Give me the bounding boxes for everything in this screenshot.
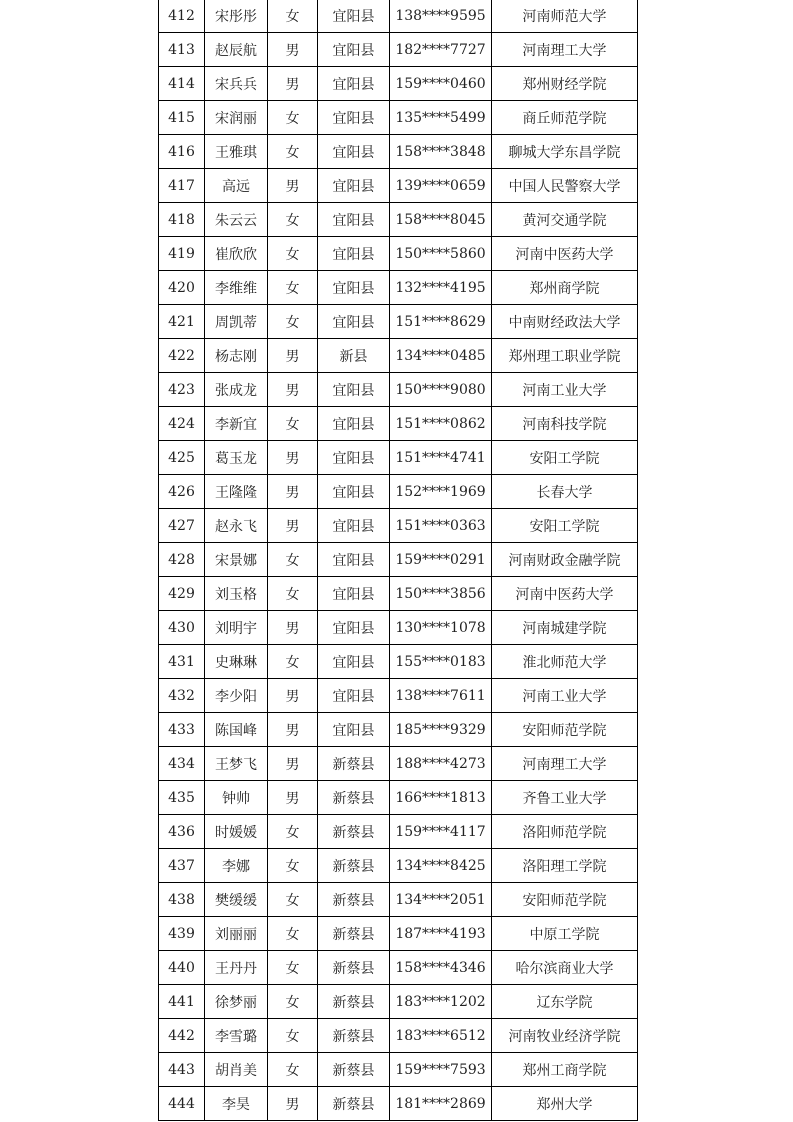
gender-cell: 男 [268, 781, 318, 815]
school-cell: 黄河交通学院 [492, 203, 638, 237]
table-row [159, 271, 638, 305]
county-cell: 宜阳县 [318, 407, 390, 441]
phone-cell: 187****4193 [390, 917, 492, 951]
row-number-cell: 416 [159, 135, 205, 169]
county-cell: 新蔡县 [318, 917, 390, 951]
name-cell: 陈国峰 [205, 713, 268, 747]
gender-cell: 女 [268, 951, 318, 985]
school-cell: 淮北师范大学 [492, 645, 638, 679]
name-cell: 高远 [205, 169, 268, 203]
county-cell: 宜阳县 [318, 271, 390, 305]
school-cell: 长春大学 [492, 475, 638, 509]
phone-cell: 158****3848 [390, 135, 492, 169]
name-cell: 杨志刚 [205, 339, 268, 373]
gender-cell: 男 [268, 611, 318, 645]
row-number-cell: 430 [159, 611, 205, 645]
row-number-cell: 428 [159, 543, 205, 577]
name-cell: 赵永飞 [205, 509, 268, 543]
school-cell: 河南牧业经济学院 [492, 1019, 638, 1053]
row-number-cell: 442 [159, 1019, 205, 1053]
school-cell: 洛阳理工学院 [492, 849, 638, 883]
gender-cell: 女 [268, 849, 318, 883]
row-number-cell: 427 [159, 509, 205, 543]
gender-cell: 女 [268, 1019, 318, 1053]
table-row [159, 305, 638, 339]
county-cell: 宜阳县 [318, 645, 390, 679]
school-cell: 郑州财经学院 [492, 67, 638, 101]
table-row [159, 713, 638, 747]
school-cell: 安阳工学院 [492, 441, 638, 475]
table-row [159, 475, 638, 509]
phone-cell: 185****9329 [390, 713, 492, 747]
phone-cell: 158****8045 [390, 203, 492, 237]
phone-cell: 150****5860 [390, 237, 492, 271]
school-cell: 中原工学院 [492, 917, 638, 951]
table-row [159, 543, 638, 577]
name-cell: 李少阳 [205, 679, 268, 713]
table-row [159, 747, 638, 781]
gender-cell: 女 [268, 0, 318, 33]
table-row [159, 441, 638, 475]
school-cell: 辽东学院 [492, 985, 638, 1019]
row-number-cell: 441 [159, 985, 205, 1019]
name-cell: 宋润丽 [205, 101, 268, 135]
name-cell: 赵辰航 [205, 33, 268, 67]
school-cell: 河南科技学院 [492, 407, 638, 441]
table-row [159, 101, 638, 135]
row-number-cell: 437 [159, 849, 205, 883]
school-cell: 郑州理工职业学院 [492, 339, 638, 373]
name-cell: 李新宜 [205, 407, 268, 441]
row-number-cell: 423 [159, 373, 205, 407]
row-number-cell: 413 [159, 33, 205, 67]
name-cell: 李娜 [205, 849, 268, 883]
gender-cell: 女 [268, 985, 318, 1019]
name-cell: 胡肖美 [205, 1053, 268, 1087]
gender-cell: 女 [268, 577, 318, 611]
name-cell: 王梦飞 [205, 747, 268, 781]
school-cell: 洛阳师范学院 [492, 815, 638, 849]
county-cell: 新蔡县 [318, 747, 390, 781]
name-cell: 葛玉龙 [205, 441, 268, 475]
gender-cell: 女 [268, 135, 318, 169]
phone-cell: 188****4273 [390, 747, 492, 781]
roster-body [159, 0, 638, 1121]
row-number-cell: 429 [159, 577, 205, 611]
phone-cell: 159****0460 [390, 67, 492, 101]
phone-cell: 139****0659 [390, 169, 492, 203]
school-cell: 郑州大学 [492, 1087, 638, 1121]
phone-cell: 151****8629 [390, 305, 492, 339]
student-roster-table [158, 0, 638, 1121]
gender-cell: 女 [268, 271, 318, 305]
county-cell: 宜阳县 [318, 135, 390, 169]
gender-cell: 男 [268, 1087, 318, 1121]
school-cell: 河南财政金融学院 [492, 543, 638, 577]
phone-cell: 183****6512 [390, 1019, 492, 1053]
school-cell: 齐鲁工业大学 [492, 781, 638, 815]
table-row [159, 883, 638, 917]
row-number-cell: 412 [159, 0, 205, 33]
county-cell: 宜阳县 [318, 611, 390, 645]
table-row [159, 0, 638, 33]
school-cell: 河南理工大学 [492, 33, 638, 67]
table-row [159, 1053, 638, 1087]
school-cell: 中国人民警察大学 [492, 169, 638, 203]
gender-cell: 女 [268, 917, 318, 951]
phone-cell: 151****4741 [390, 441, 492, 475]
row-number-cell: 439 [159, 917, 205, 951]
phone-cell: 159****7593 [390, 1053, 492, 1087]
phone-cell: 130****1078 [390, 611, 492, 645]
table-row [159, 917, 638, 951]
county-cell: 宜阳县 [318, 475, 390, 509]
phone-cell: 132****4195 [390, 271, 492, 305]
gender-cell: 女 [268, 645, 318, 679]
county-cell: 宜阳县 [318, 305, 390, 339]
row-number-cell: 435 [159, 781, 205, 815]
row-number-cell: 415 [159, 101, 205, 135]
phone-cell: 150****3856 [390, 577, 492, 611]
school-cell: 中南财经政法大学 [492, 305, 638, 339]
name-cell: 崔欣欣 [205, 237, 268, 271]
school-cell: 哈尔滨商业大学 [492, 951, 638, 985]
gender-cell: 男 [268, 475, 318, 509]
phone-cell: 138****9595 [390, 0, 492, 33]
school-cell: 河南中医药大学 [492, 577, 638, 611]
school-cell: 河南城建学院 [492, 611, 638, 645]
county-cell: 宜阳县 [318, 237, 390, 271]
school-cell: 郑州工商学院 [492, 1053, 638, 1087]
name-cell: 王雅琪 [205, 135, 268, 169]
row-number-cell: 433 [159, 713, 205, 747]
gender-cell: 女 [268, 1053, 318, 1087]
gender-cell: 女 [268, 883, 318, 917]
phone-cell: 135****5499 [390, 101, 492, 135]
table-row [159, 611, 638, 645]
row-number-cell: 438 [159, 883, 205, 917]
table-row [159, 33, 638, 67]
county-cell: 新蔡县 [318, 985, 390, 1019]
school-cell: 郑州商学院 [492, 271, 638, 305]
table-row [159, 679, 638, 713]
table-row [159, 849, 638, 883]
table-row [159, 577, 638, 611]
name-cell: 宋彤彤 [205, 0, 268, 33]
gender-cell: 女 [268, 305, 318, 339]
county-cell: 新蔡县 [318, 815, 390, 849]
row-number-cell: 444 [159, 1087, 205, 1121]
gender-cell: 女 [268, 543, 318, 577]
table-row [159, 237, 638, 271]
row-number-cell: 432 [159, 679, 205, 713]
table-row [159, 1087, 638, 1121]
gender-cell: 女 [268, 815, 318, 849]
gender-cell: 男 [268, 509, 318, 543]
county-cell: 新蔡县 [318, 883, 390, 917]
gender-cell: 女 [268, 203, 318, 237]
table-row [159, 985, 638, 1019]
county-cell: 宜阳县 [318, 0, 390, 33]
name-cell: 宋兵兵 [205, 67, 268, 101]
phone-cell: 134****2051 [390, 883, 492, 917]
name-cell: 王丹丹 [205, 951, 268, 985]
gender-cell: 男 [268, 169, 318, 203]
gender-cell: 男 [268, 339, 318, 373]
name-cell: 张成龙 [205, 373, 268, 407]
row-number-cell: 414 [159, 67, 205, 101]
table-row [159, 339, 638, 373]
school-cell: 安阳师范学院 [492, 713, 638, 747]
row-number-cell: 436 [159, 815, 205, 849]
table-row [159, 373, 638, 407]
table-row [159, 407, 638, 441]
gender-cell: 男 [268, 33, 318, 67]
name-cell: 钟帅 [205, 781, 268, 815]
school-cell: 河南工业大学 [492, 373, 638, 407]
phone-cell: 166****1813 [390, 781, 492, 815]
phone-cell: 182****7727 [390, 33, 492, 67]
phone-cell: 138****7611 [390, 679, 492, 713]
county-cell: 新蔡县 [318, 1019, 390, 1053]
gender-cell: 男 [268, 373, 318, 407]
county-cell: 新县 [318, 339, 390, 373]
county-cell: 宜阳县 [318, 509, 390, 543]
row-number-cell: 431 [159, 645, 205, 679]
row-number-cell: 418 [159, 203, 205, 237]
phone-cell: 134****8425 [390, 849, 492, 883]
table-row [159, 951, 638, 985]
table-row [159, 509, 638, 543]
table-row [159, 67, 638, 101]
phone-cell: 158****4346 [390, 951, 492, 985]
phone-cell: 183****1202 [390, 985, 492, 1019]
school-cell: 聊城大学东昌学院 [492, 135, 638, 169]
name-cell: 史琳琳 [205, 645, 268, 679]
name-cell: 李雪璐 [205, 1019, 268, 1053]
name-cell: 李维维 [205, 271, 268, 305]
gender-cell: 女 [268, 101, 318, 135]
name-cell: 时媛媛 [205, 815, 268, 849]
row-number-cell: 420 [159, 271, 205, 305]
phone-cell: 151****0363 [390, 509, 492, 543]
phone-cell: 151****0862 [390, 407, 492, 441]
county-cell: 宜阳县 [318, 679, 390, 713]
county-cell: 宜阳县 [318, 203, 390, 237]
name-cell: 李昊 [205, 1087, 268, 1121]
row-number-cell: 419 [159, 237, 205, 271]
school-cell: 安阳工学院 [492, 509, 638, 543]
row-number-cell: 421 [159, 305, 205, 339]
table-row [159, 781, 638, 815]
phone-cell: 159****4117 [390, 815, 492, 849]
phone-cell: 159****0291 [390, 543, 492, 577]
row-number-cell: 425 [159, 441, 205, 475]
gender-cell: 女 [268, 237, 318, 271]
name-cell: 周凯蒂 [205, 305, 268, 339]
county-cell: 宜阳县 [318, 169, 390, 203]
phone-cell: 181****2869 [390, 1087, 492, 1121]
county-cell: 宜阳县 [318, 577, 390, 611]
row-number-cell: 443 [159, 1053, 205, 1087]
name-cell: 朱云云 [205, 203, 268, 237]
row-number-cell: 417 [159, 169, 205, 203]
gender-cell: 男 [268, 679, 318, 713]
school-cell: 商丘师范学院 [492, 101, 638, 135]
county-cell: 宜阳县 [318, 713, 390, 747]
school-cell: 河南工业大学 [492, 679, 638, 713]
name-cell: 宋景娜 [205, 543, 268, 577]
county-cell: 宜阳县 [318, 373, 390, 407]
phone-cell: 150****9080 [390, 373, 492, 407]
name-cell: 樊缓缓 [205, 883, 268, 917]
gender-cell: 男 [268, 747, 318, 781]
name-cell: 刘丽丽 [205, 917, 268, 951]
row-number-cell: 426 [159, 475, 205, 509]
school-cell: 河南师范大学 [492, 0, 638, 33]
county-cell: 新蔡县 [318, 1053, 390, 1087]
county-cell: 新蔡县 [318, 951, 390, 985]
row-number-cell: 434 [159, 747, 205, 781]
school-cell: 河南理工大学 [492, 747, 638, 781]
row-number-cell: 440 [159, 951, 205, 985]
table-row [159, 815, 638, 849]
name-cell: 徐梦丽 [205, 985, 268, 1019]
name-cell: 刘明宇 [205, 611, 268, 645]
county-cell: 新蔡县 [318, 781, 390, 815]
county-cell: 宜阳县 [318, 67, 390, 101]
table-row [159, 645, 638, 679]
gender-cell: 男 [268, 713, 318, 747]
gender-cell: 男 [268, 67, 318, 101]
name-cell: 刘玉格 [205, 577, 268, 611]
phone-cell: 152****1969 [390, 475, 492, 509]
row-number-cell: 424 [159, 407, 205, 441]
county-cell: 新蔡县 [318, 849, 390, 883]
table-row [159, 135, 638, 169]
school-cell: 河南中医药大学 [492, 237, 638, 271]
row-number-cell: 422 [159, 339, 205, 373]
school-cell: 安阳师范学院 [492, 883, 638, 917]
county-cell: 宜阳县 [318, 33, 390, 67]
county-cell: 宜阳县 [318, 441, 390, 475]
gender-cell: 女 [268, 407, 318, 441]
county-cell: 新蔡县 [318, 1087, 390, 1121]
county-cell: 宜阳县 [318, 101, 390, 135]
gender-cell: 男 [268, 441, 318, 475]
table-row [159, 169, 638, 203]
table-row [159, 1019, 638, 1053]
table-row [159, 203, 638, 237]
name-cell: 王隆隆 [205, 475, 268, 509]
phone-cell: 155****0183 [390, 645, 492, 679]
county-cell: 宜阳县 [318, 543, 390, 577]
phone-cell: 134****0485 [390, 339, 492, 373]
